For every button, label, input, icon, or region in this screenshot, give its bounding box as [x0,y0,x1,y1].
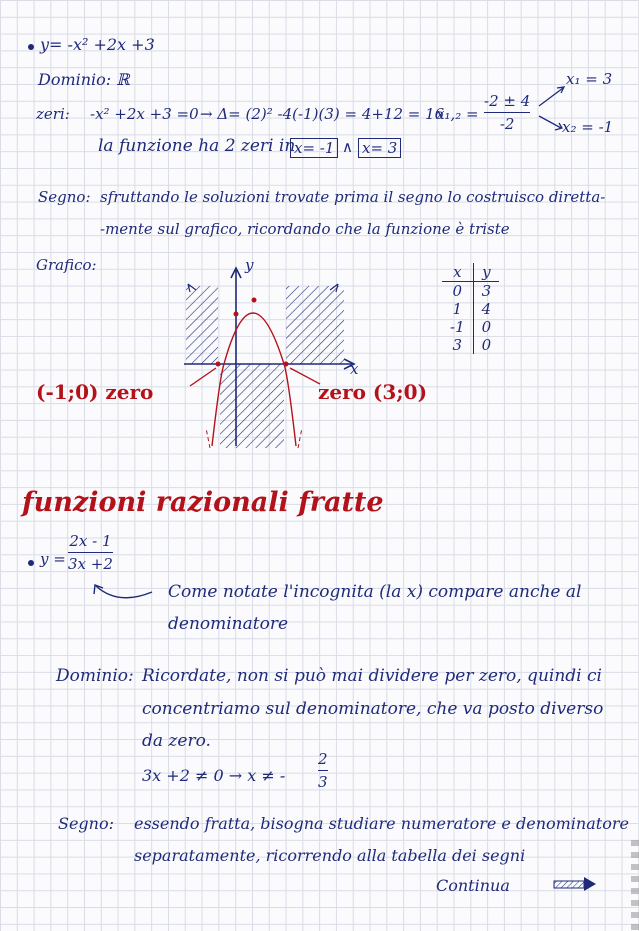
condition-fraction-bar [318,770,328,771]
function-2-fraction [68,532,113,573]
condition-lhs: 3x +2 ≠ 0 → x ≠ - [142,766,286,785]
cell-y: 3 [481,282,492,300]
zero-and: ∧ [342,138,353,156]
zeri-delta: → Δ= (2)² -4(-1)(3) = 4+12 = 16 [200,105,445,123]
dominio-line-1: Ricordate, non si può mai dividere per zero, quindi ci [142,666,602,686]
header-x: x [442,263,473,282]
binder-edge [631,840,639,930]
x12-denominator: -2 [499,115,515,133]
x12-fraction-bar [484,112,530,113]
parabola-graph [180,256,360,452]
note-line-2: denominatore [168,614,289,634]
root-x1: x₁ = 3 [566,70,613,88]
point-zero-right [284,362,289,367]
segno-line-2: -mente sul grafico, ricordando che la funzione è triste [100,220,510,238]
segno2-line-1: essendo fratta, bisogna studiare numeratore e denominatore [134,814,629,833]
table-header [442,263,499,282]
cell-x: 3 [442,336,473,354]
point-vertex [252,298,257,303]
section-title: funzioni razionali fratte [22,487,384,518]
dominio-label-2: Dominio: [56,666,134,686]
zeri-equation: -x² +2x +3 =0 [90,105,199,123]
condition-fraction [318,750,328,791]
bullet-2 [28,560,34,566]
segno-line-1: sfruttando le soluzioni trovate prima il segno lo costruisco diretta- [100,188,606,206]
cell-y: 4 [481,300,492,318]
zeri-sentence: la funzione ha 2 zeri in [98,136,296,156]
cell-y: 0 [481,318,492,336]
segno2-line-2: separatamente, ricorrendo alla tabella dei segni [134,846,526,865]
x12-numerator: -2 ± 4 [484,92,531,110]
grafico-label: Grafico: [36,256,97,274]
bullet-1 [28,44,34,50]
dominio-1: Dominio: ℝ [38,70,130,89]
zero-left-label: (-1;0) zero [36,380,154,404]
shade-right [286,286,344,364]
cell-x: 1 [442,300,473,318]
table-row [442,318,499,336]
shade-bottom [220,364,284,448]
function-2-lhs: y = [40,550,66,568]
dominio-line-2: concentriamo sul denominatore, che va posto diverso [142,699,604,719]
zero-right-label: zero (3;0) [318,380,428,404]
note-arrow [88,580,158,610]
cell-x: 0 [442,282,473,301]
zeri-label: zeri: [36,105,70,123]
segno-label-2: Segno: [58,814,114,833]
root-x2: x₂ = -1 [562,118,614,136]
continua-label: Continua [436,876,510,895]
values-table [442,263,499,354]
function-2-numerator: 2x - 1 [69,532,112,550]
cell-y: 0 [481,336,492,354]
point-y-intercept [234,312,239,317]
header-y: y [473,263,499,282]
point-zero-left [216,362,221,367]
shade-left [186,286,218,364]
x12-label: x₁,₂ = [436,105,479,123]
function-2-fraction-bar [68,552,113,553]
condition-denominator: 3 [318,773,328,791]
table-row [442,282,499,301]
zero-b-box: x= 3 [358,138,401,158]
continua-arrow-icon [552,874,598,894]
cell-x: -1 [442,318,473,336]
dominio-line-3: da zero. [142,731,211,751]
axis-y-label: y [245,256,254,274]
note-line-1: Come notate l'incognita (la x) compare anche al [168,582,582,602]
axis-x-label: x [350,360,359,378]
table-row [442,300,499,318]
table-row [442,336,499,354]
function-1: y= -x² +2x +3 [40,35,155,54]
zero-a-box: x= -1 [290,138,338,158]
condition-numerator: 2 [318,750,328,768]
segno-label-1: Segno: [38,188,91,206]
function-2-denominator: 3x +2 [68,555,113,573]
x12-fraction [484,92,530,133]
